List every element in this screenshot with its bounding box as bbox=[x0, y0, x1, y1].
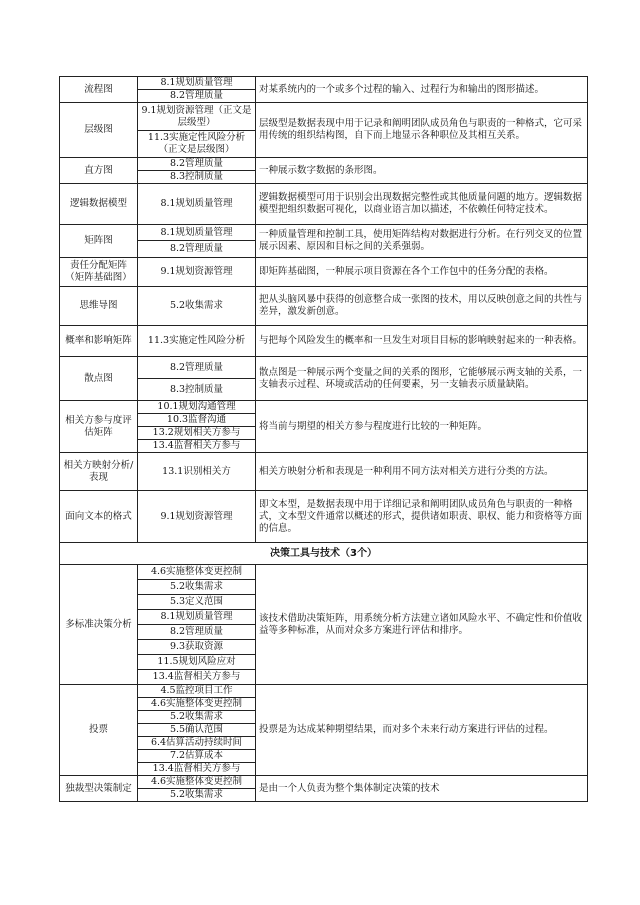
process-cell: 5.5确认范围 bbox=[138, 724, 256, 737]
process-cell: 8.1规划质量管理 bbox=[138, 184, 256, 225]
tool-name: 概率和影响矩阵 bbox=[60, 326, 138, 357]
tool-name: 层级图 bbox=[60, 103, 138, 158]
process-cell: 13.4监督相关方参与 bbox=[138, 763, 256, 776]
process-cell: 8.2管理质量 bbox=[138, 90, 256, 103]
process-cell: 4.5监控项目工作 bbox=[138, 685, 256, 698]
tool-name: 责任分配矩阵（矩阵基础图） bbox=[60, 258, 138, 287]
process-cell: 13.1识别相关方 bbox=[138, 453, 256, 491]
tool-description: 把从头脑风暴中获得的创意整合成一张图的技术，用以反映创意之间的共性与差异，激发新创意。 bbox=[256, 287, 588, 326]
process-cell: 4.6实施整体变更控制 bbox=[138, 565, 256, 580]
tool-name: 多标准决策分析 bbox=[60, 565, 138, 685]
process-cell: 10.1规划沟通管理 bbox=[138, 401, 256, 414]
tool-description: 层级型是数据表现中用于记录和阐明团队成员角色与职责的一种格式，它可采用传统的组织结构图，自下而上地显示各种职位及其相互关系。 bbox=[256, 103, 588, 158]
tool-description: 一种质量管理和控制工具，使用矩阵结构对数据进行分析。在行列交叉的位置展示因素、原因和目标之间的关系强弱。 bbox=[256, 225, 588, 258]
process-cell: 8.2管理质量 bbox=[138, 158, 256, 171]
process-cell: 5.2收集需求 bbox=[138, 580, 256, 595]
process-cell: 13.4监督相关方参与 bbox=[138, 670, 256, 685]
process-cell: 8.1规划质量管理 bbox=[138, 610, 256, 625]
process-cell: 4.6实施整体变更控制 bbox=[138, 776, 256, 789]
process-cell: 11.5规划风险应对 bbox=[138, 655, 256, 670]
tool-name: 相关方参与度评估矩阵 bbox=[60, 401, 138, 453]
tool-name: 投票 bbox=[60, 685, 138, 776]
tools-techniques-table bbox=[59, 76, 588, 802]
tool-description: 即矩阵基础图，一种展示项目资源在各个工作包中的任务分配的表格。 bbox=[256, 258, 588, 287]
process-cell: 8.2管理质量 bbox=[138, 357, 256, 379]
tool-description: 即文本型，是数据表现中用于详细记录和阐明团队成员角色与职责的一种格式，文本型文件通常以概述的形式，提供诸如职责、职权、能力和资格等方面的信息。 bbox=[256, 491, 588, 543]
process-cell: 11.3实施定性风险分析 bbox=[138, 326, 256, 357]
process-cell: 8.1规划质量管理 bbox=[138, 225, 256, 241]
tool-name: 相关方映射分析/表现 bbox=[60, 453, 138, 491]
process-cell: 4.6实施整体变更控制 bbox=[138, 698, 256, 711]
tool-name: 逻辑数据模型 bbox=[60, 184, 138, 225]
process-cell: 9.1规划资源管理（正文是层级型） bbox=[138, 103, 256, 131]
tool-description: 该技术借助决策矩阵，用系统分析方法建立诸如风险水平、不确定性和价值收益等多种标准，从而对众多方案进行评估和排序。 bbox=[256, 565, 588, 685]
tool-name: 独裁型决策制定 bbox=[60, 776, 138, 802]
tool-name: 面向文本的格式 bbox=[60, 491, 138, 543]
tool-name: 矩阵图 bbox=[60, 225, 138, 258]
tool-description: 是由一个人负责为整个集体制定决策的技术 bbox=[256, 776, 588, 802]
process-cell: 8.2管理质量 bbox=[138, 625, 256, 640]
process-cell: 8.3控制质量 bbox=[138, 379, 256, 401]
tool-name: 思维导图 bbox=[60, 287, 138, 326]
tool-description: 对某系统内的一个或多个过程的输入、过程行为和输出的图形描述。 bbox=[256, 77, 588, 103]
process-cell: 5.3定义范围 bbox=[138, 595, 256, 610]
tool-description: 将当前与期望的相关方参与程度进行比较的一种矩阵。 bbox=[256, 401, 588, 453]
process-cell: 9.1规划资源管理 bbox=[138, 491, 256, 543]
tool-name: 直方图 bbox=[60, 158, 138, 184]
process-cell: 9.1规划资源管理 bbox=[138, 258, 256, 287]
tool-description: 与把每个风险发生的概率和一旦发生对项目目标的影响映射起来的一种表格。 bbox=[256, 326, 588, 357]
process-cell: 9.3获取资源 bbox=[138, 640, 256, 655]
process-cell: 6.4估算活动持续时间 bbox=[138, 737, 256, 750]
tool-name: 流程图 bbox=[60, 77, 138, 103]
tool-description: 一种展示数字数据的条形图。 bbox=[256, 158, 588, 184]
process-cell: 10.3监督沟通 bbox=[138, 414, 256, 427]
tool-description: 逻辑数据模型可用于识别会出现数据完整性或其他质量问题的地方。逻辑数据模型把组织数据可视化，以商业语言加以描述，不依赖任何特定技术。 bbox=[256, 184, 588, 225]
process-cell: 5.2收集需求 bbox=[138, 287, 256, 326]
process-cell: 7.2估算成本 bbox=[138, 750, 256, 763]
section-header: 决策工具与技术（3个） bbox=[60, 543, 588, 565]
tool-description: 相关方映射分析和表现是一种利用不同方法对相关方进行分类的方法。 bbox=[256, 453, 588, 491]
process-cell: 13.2规划相关方参与 bbox=[138, 427, 256, 440]
process-cell: 5.2收集需求 bbox=[138, 711, 256, 724]
process-cell: 13.4监督相关方参与 bbox=[138, 440, 256, 453]
tool-description: 散点图是一种展示两个变量之间的关系的图形，它能够展示两支轴的关系，一支轴表示过程、环境或活动的任何要素，另一支轴表示质量缺陷。 bbox=[256, 357, 588, 401]
process-cell: 8.2管理质量 bbox=[138, 241, 256, 258]
process-cell: 8.3控制质量 bbox=[138, 171, 256, 184]
process-cell: 8.1规划质量管理 bbox=[138, 77, 256, 90]
process-cell: 11.3实施定性风险分析（正文是层级图） bbox=[138, 131, 256, 158]
process-cell: 5.2收集需求 bbox=[138, 789, 256, 802]
tool-description: 投票是为达成某种期望结果，而对多个未来行动方案进行评估的过程。 bbox=[256, 685, 588, 776]
tool-name: 散点图 bbox=[60, 357, 138, 401]
